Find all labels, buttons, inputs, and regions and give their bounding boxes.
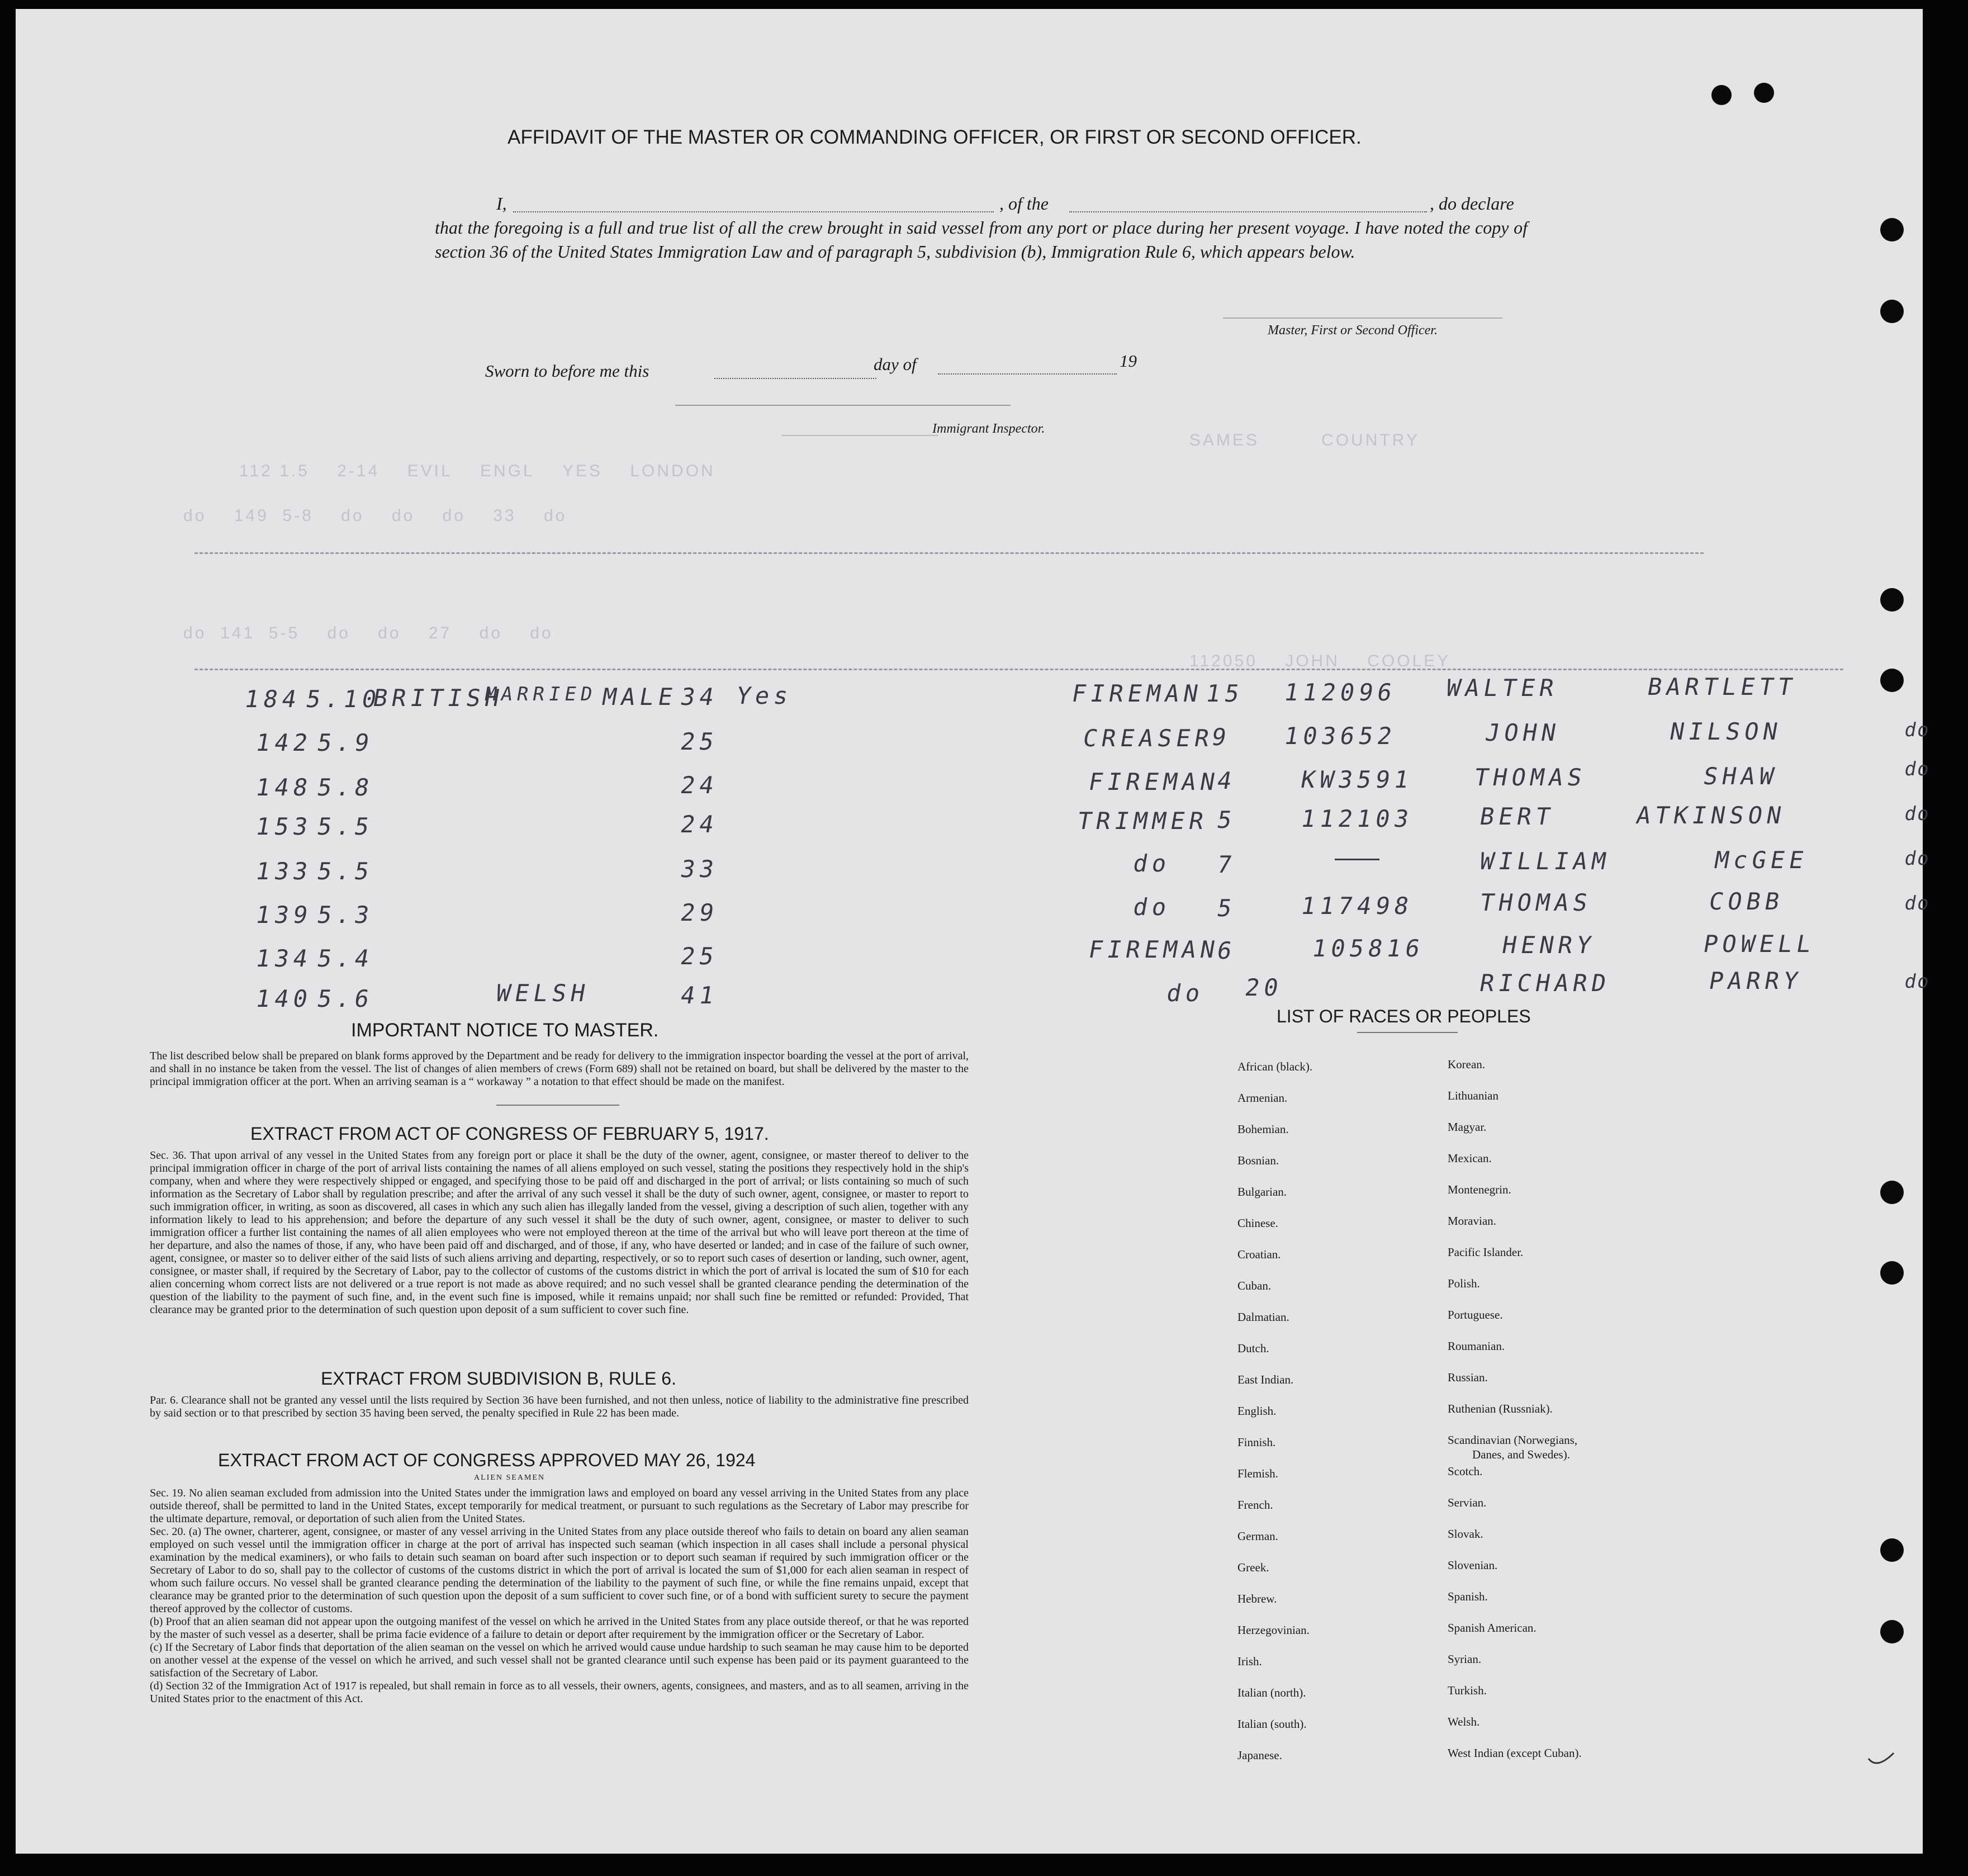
race-item: Spanish. [1448, 1590, 1488, 1603]
label-do-declare: , do declare [1430, 193, 1514, 214]
punch-hole-top-2 [1754, 83, 1774, 103]
margin-ditto: do [1903, 847, 1932, 870]
punch-hole [1880, 300, 1904, 323]
punch-hole [1880, 1181, 1904, 1204]
crew-weight: 184 [242, 685, 304, 713]
race-item: Syrian. [1448, 1652, 1482, 1666]
inspector-signature-blank[interactable] [675, 405, 1011, 406]
crew-age: 25 [678, 942, 720, 970]
crew-surname: NILSON [1667, 718, 1785, 745]
extract-1924-para: (b) Proof that an alien seaman did not appear upon the outgoing manifest of the vessel on which he arrived in the United States from any place outside thereof, or that he was reported by the master of such vessel as a deserter, shall be prima facie evidence of a failure to detain or deport after requirement by the immigration officer or the Secretary of Labor. [150, 1616, 969, 1641]
crew-row [16, 792, 1923, 840]
crew-number: 103652 [1282, 722, 1399, 750]
crew-years: 5 [1215, 894, 1239, 922]
vessel-blank[interactable] [1069, 211, 1427, 212]
race-item: African (black). [1237, 1060, 1313, 1073]
race-item: Moravian. [1448, 1214, 1496, 1228]
margin-ditto: do [1903, 719, 1932, 741]
crew-weight: 142 [253, 729, 315, 756]
crew-weight: 153 [253, 813, 315, 840]
crew-position: do [1131, 893, 1173, 921]
crew-height: 5.10 [304, 685, 383, 713]
race-item: Mexican. [1448, 1152, 1492, 1165]
race-item: German. [1237, 1529, 1278, 1543]
bleed-through-mark: 112 1.5 2-14 EVIL ENGL YES LONDON [239, 462, 715, 480]
crew-years: 15 [1203, 680, 1246, 707]
extract-1924-title: EXTRACT FROM ACT OF CONGRESS APPROVED MAY 26, 1924 [218, 1450, 756, 1470]
crew-surname: ATKINSON [1634, 802, 1788, 829]
crew-height: 5.5 [315, 858, 376, 885]
crew-surname: McGEE [1712, 846, 1810, 874]
race-item: Ruthenian (Russniak). [1448, 1402, 1553, 1415]
crew-row [16, 881, 1923, 926]
crew-nationality: WELSH [494, 979, 592, 1007]
crew-surname: COBB [1706, 888, 1786, 915]
crew-years: 20 [1243, 974, 1285, 1001]
race-item: Chinese. [1237, 1216, 1278, 1230]
margin-ditto: do [1903, 803, 1932, 825]
check-mark-icon [1866, 1742, 1899, 1775]
crew-height: 5.4 [315, 945, 376, 972]
crew-age: 29 [678, 899, 720, 926]
margin-ditto: do [1903, 892, 1932, 915]
punch-hole [1880, 1620, 1904, 1643]
crew-position: FIREMAN [1069, 680, 1205, 707]
crew-given-name: JOHN [1483, 719, 1563, 746]
race-item: Magyar. [1448, 1120, 1487, 1134]
punch-hole [1880, 218, 1904, 241]
extract-rule6-title: EXTRACT FROM SUBDIVISION B, RULE 6. [321, 1368, 676, 1389]
divider [496, 1105, 619, 1106]
crew-age: 25 [678, 728, 720, 755]
race-item: Dalmatian. [1237, 1310, 1289, 1324]
crew-number: 117498 [1298, 892, 1416, 920]
crew-weight: 134 [253, 945, 315, 972]
crew-position: CREASER [1080, 724, 1216, 752]
crew-row [16, 708, 1923, 756]
race-item: East Indian. [1237, 1373, 1294, 1386]
margin-ditto: do [1903, 758, 1932, 780]
crew-given-name: BERT [1477, 803, 1557, 830]
sworn-month-blank[interactable] [938, 373, 1117, 375]
inspector-label: Immigrant Inspector. [932, 421, 1045, 436]
affidavit-body: that the foregoing is a full and true list of all the crew brought in said vessel from any port or place during her present voyage. I have noted the copy of section 36 of the United States Immigration Law and of paragraph 5, subdivision (b), Immigration Rule 6, which appears below. [435, 217, 1528, 262]
race-item: Spanish American. [1448, 1621, 1537, 1635]
extract-rule6-text: Par. 6. Clearance shall not be granted any vessel until the lists required by Section 36 have been furnished, and not then unless, notice of liability to the administrative fine prescribed by said section or to that prescribed by section 35 having been served, the penalty specified in Rule 22 has been made. [150, 1394, 969, 1419]
race-item: Greek. [1237, 1561, 1269, 1574]
crew-surname: BARTLETT [1645, 673, 1799, 700]
crew-given-name: RICHARD [1477, 969, 1613, 997]
extract-1924-para: (c) If the Secretary of Labor finds that deportation of the alien seaman on the vessel on which he arrived would cause undue hardship to such seaman he may cause him to be deported on another vessel at the expense of the vessel on which he arrived, and such vessel shall not be granted clearance until such expense has been paid or its payment guaranteed to the satisfaction of the Secretary of Labor. [150, 1641, 969, 1679]
label-i: I, [496, 193, 507, 214]
inspector-signature-blank-2[interactable] [781, 435, 938, 436]
race-item: Armenian. [1237, 1091, 1288, 1105]
race-item: Slovenian. [1448, 1558, 1498, 1572]
crew-years: 4 [1215, 767, 1239, 794]
race-item: Montenegrin. [1448, 1183, 1511, 1196]
race-item: Flemish. [1237, 1467, 1278, 1480]
crew-weight: 139 [253, 901, 315, 928]
crew-note: Yes [734, 682, 795, 709]
sworn-label: Sworn to before me this [485, 361, 649, 381]
race-item: Finnish. [1237, 1436, 1276, 1449]
crew-height: 5.5 [315, 813, 376, 840]
crew-age: 24 [678, 771, 720, 799]
race-item: West Indian (except Cuban). [1448, 1746, 1582, 1760]
crew-sex: MALE [600, 683, 680, 710]
crew-weight: 133 [253, 858, 315, 885]
crew-surname: PARRY [1706, 967, 1805, 994]
crew-row [16, 965, 1923, 1010]
extract-1924-body [150, 1487, 969, 1706]
crew-given-name: WILLIAM [1477, 847, 1613, 875]
punch-hole [1880, 1261, 1904, 1285]
crew-row [16, 752, 1923, 801]
crew-height: 5.3 [315, 901, 376, 928]
crew-weight: 140 [253, 985, 315, 1012]
race-item: Herzegovinian. [1237, 1623, 1310, 1637]
notice-text: The list described below shall be prepared on blank forms approved by the Department and be ready for delivery to the immigration inspector boarding the vessel at the port of arrival, and shall in no instance be taken from the vessel. The list of changes of alien members of crews (Form 689) shall not be retained on board, but shall be delivered by the master to the principal immigration officer at the port. When an arriving seaman is a “ workaway ” a notation to that effect should be made on the manifest. [150, 1050, 969, 1088]
master-signature-label: Master, First or Second Officer. [1268, 323, 1438, 338]
race-item: Korean. [1448, 1058, 1486, 1071]
punch-hole [1880, 1538, 1904, 1562]
crew-marital: MARRIED [483, 683, 599, 705]
crew-position: do [1164, 979, 1207, 1007]
master-signature-blank[interactable] [1223, 318, 1502, 319]
race-item: Dutch. [1237, 1342, 1269, 1355]
crew-surname: SHAW [1701, 762, 1781, 790]
crew-given-name: THOMAS [1477, 889, 1595, 916]
bleed-through-mark: 112050 JOHN COOLEY [1189, 652, 1451, 670]
crew-height: 5.6 [315, 985, 376, 1012]
race-item: Irish. [1237, 1655, 1262, 1668]
divider [1357, 1032, 1458, 1033]
crew-position: TRIMMER [1075, 807, 1211, 835]
affidavit-title: AFFIDAVIT OF THE MASTER OR COMMANDING OFFICER, OR FIRST OR SECOND OFFICER. [508, 126, 1362, 148]
day-of-label: day of [874, 354, 917, 374]
punch-hole [1880, 588, 1904, 612]
extract-1917-text: Sec. 36. That upon arrival of any vessel in the United States from any foreign port or place it shall be the duty of the owner, agent, consignee, or master thereof to deliver to the principal immigration officer in charge of the port of arrival lists containing the names of all aliens employed on such vessel, stating the positions they respectively hold in the ship's company, when and where they were respectively shipped or engaged, and specifying those to be paid off and discharged in the port of arrival; or lists containing so much of such information as the Secretary of Labor shall by regulation prescribe; and after the arrival of any such vessel it shall be the duty of such owner, agent, consignee, or master to report to such immigration officer, in writing, as soon as discovered, all cases in which any such alien has illegally landed from the vessel, giving a description of such alien, together with any information likely to lead to his apprehension; and before the departure of any such vessel it shall be the duty of such owner, agent, consignee, or master to deliver to such immigration officer a further list containing the names of all alien employees who were not employed thereon at the time of the arrival but who will leave port thereon at the time of her departure, and also the names of those, if any, who have been paid off and discharged, and of those, if any, who have deserted or landed; and in case of the failure of such owner, agent, consignee, or master so to deliver either of the said lists of such aliens arriving and departing, respectively, or so to report such cases of desertion or landing, such owner, agent, consignee, or master shall, if required by the Secretary of Labor, pay to the collector of customs of the customs district in which the port of arrival is located the sum of $10 for each alien concerning whom correct lists are not delivered or a true report is not made as above required; and no such vessel shall be granted clearance pending the determination of the question of the liability to the payment of such fine, and, in the event such fine is imposed, while it remains unpaid; nor shall such fine be remitted or refunded: Provided, That clearance may be granted prior to the determination of such question upon deposit of a sum sufficient to cover such fine. [150, 1149, 969, 1316]
crew-number: 105816 [1310, 935, 1427, 962]
race-item: Polish. [1448, 1277, 1480, 1290]
race-item: Italian (north). [1237, 1686, 1306, 1699]
race-item: Cuban. [1237, 1279, 1272, 1292]
extract-1924-para: Sec. 19. No alien seaman excluded from admission into the United States under the immigration laws and employed on board any vessel arriving in the United States from any place outside thereof, shall be permitted to land in the United States, except temporarily for medical treatment, or pursuant to such regulations as the Secretary of Labor may prescribe for the ultimate departure, removal, or deportation of such alien from the United States. [150, 1487, 969, 1525]
race-item: Turkish. [1448, 1684, 1487, 1697]
race-item: Bohemian. [1237, 1122, 1289, 1136]
race-item: Lithuanian [1448, 1089, 1498, 1102]
crew-years: 6 [1215, 937, 1239, 964]
margin-ditto: do [1903, 970, 1932, 993]
label-of-the: , of the [999, 193, 1049, 214]
race-item: Bosnian. [1237, 1154, 1279, 1167]
race-item: Scotch. [1448, 1465, 1483, 1478]
race-item: Russian. [1448, 1371, 1488, 1384]
extract-1924-para: Sec. 20. (a) The owner, charterer, agent, consignee, or master of any vessel arriving in the United States from any place outside thereof who fails to detain on board any alien seaman employed on such vessel until the immigration officer in charge at the port of arrival has inspected such seaman (which inspection in all cases shall include a personal physical examination by the medical examiners), or who fails to detain such seaman on board after such inspection or to deport such seaman if required by such immigration officer or the Secretary of Labor to do so, shall pay to the collector of customs of the customs district in which the port of arrival is located the sum of $1,000 for each alien seaman in respect of whom such failure occurs. No vessel shall be granted clearance pending the determination of the liability to the payment of such fine, or while the fine remains unpaid, except that clearance may be granted prior to the determination of such question upon the deposit of a sum sufficient to cover such fine, or of a bond with sufficient surety to secure the payment thereof approved by the collector of customs. [150, 1526, 969, 1615]
crew-row [16, 663, 1923, 713]
affidavit-declare-line [496, 193, 1530, 216]
crew-years: 7 [1215, 851, 1239, 878]
race-item-continued: Danes, and Swedes). [1472, 1448, 1570, 1461]
race-item: Portuguese. [1448, 1308, 1503, 1321]
strike-line [195, 552, 1704, 554]
race-item: Italian (south). [1237, 1717, 1307, 1731]
crew-years: 9 [1209, 723, 1233, 751]
crew-number: 112103 [1298, 805, 1416, 832]
extract-1924-subtitle: ALIEN SEAMEN [474, 1474, 546, 1482]
race-item: Scandinavian (Norwegians, [1448, 1433, 1578, 1447]
race-item: Servian. [1448, 1496, 1487, 1509]
crew-weight: 148 [253, 774, 315, 801]
race-item: English. [1237, 1404, 1277, 1418]
race-item: Slovak. [1448, 1527, 1483, 1541]
races-title: LIST OF RACES OR PEOPLES [1277, 1006, 1531, 1026]
sworn-line [485, 351, 1156, 381]
crew-given-name: WALTER [1444, 674, 1561, 702]
race-item: Welsh. [1448, 1715, 1480, 1728]
document-page [16, 9, 1932, 1854]
year-label: 19 [1120, 351, 1137, 371]
crew-age: 33 [678, 855, 720, 883]
race-item: Croatian. [1237, 1248, 1281, 1261]
race-item: Bulgarian. [1237, 1185, 1287, 1198]
crew-age: 24 [678, 811, 720, 838]
race-item: Hebrew. [1237, 1592, 1277, 1605]
crew-years: 5 [1215, 806, 1239, 833]
crew-age: 34 [678, 683, 720, 710]
bleed-through-mark: SAMES COUNTRY [1189, 431, 1420, 449]
race-item: Roumanian. [1448, 1339, 1505, 1353]
crew-given-name: THOMAS [1472, 764, 1589, 791]
crew-position: do [1131, 850, 1173, 877]
crew-height: 5.8 [315, 774, 376, 801]
extract-1917-title: EXTRACT FROM ACT OF CONGRESS OF FEBRUARY 5, 1917. [250, 1124, 769, 1144]
notice-title: IMPORTANT NOTICE TO MASTER. [351, 1020, 659, 1041]
punch-hole-top-1 [1711, 85, 1732, 105]
crew-row [16, 836, 1923, 885]
extract-1924-para: (d) Section 32 of the Immigration Act of 1917 is repealed, but shall remain in force as to all vessels, their owners, agents, consignees, and masters, and as to all seamen, arriving in the United States prior to the enactment of this Act. [150, 1680, 969, 1705]
crew-age: 41 [678, 982, 720, 1009]
crew-position: FIREMAN [1086, 768, 1222, 795]
crew-row [16, 926, 1923, 970]
sworn-day-blank[interactable] [714, 378, 876, 379]
crew-given-name: HENRY [1500, 931, 1598, 959]
crew-number: 112096 [1282, 679, 1399, 706]
bleed-through-mark: do 149 5-8 do do do 33 do [183, 506, 567, 525]
race-item: Japanese. [1237, 1749, 1282, 1762]
name-blank[interactable] [513, 211, 994, 212]
crew-number: KW3591 [1298, 766, 1416, 793]
bleed-through-mark: do 141 5-5 do do 27 do do [183, 624, 553, 642]
race-item: French. [1237, 1498, 1273, 1512]
crew-position: FIREMAN [1086, 936, 1222, 963]
crew-number-dash [1335, 859, 1379, 860]
crew-surname: POWELL [1701, 930, 1818, 958]
race-item: Pacific Islander. [1448, 1245, 1524, 1259]
crew-height: 5.9 [315, 729, 376, 756]
crew-nationality: BRITISH [371, 684, 506, 712]
